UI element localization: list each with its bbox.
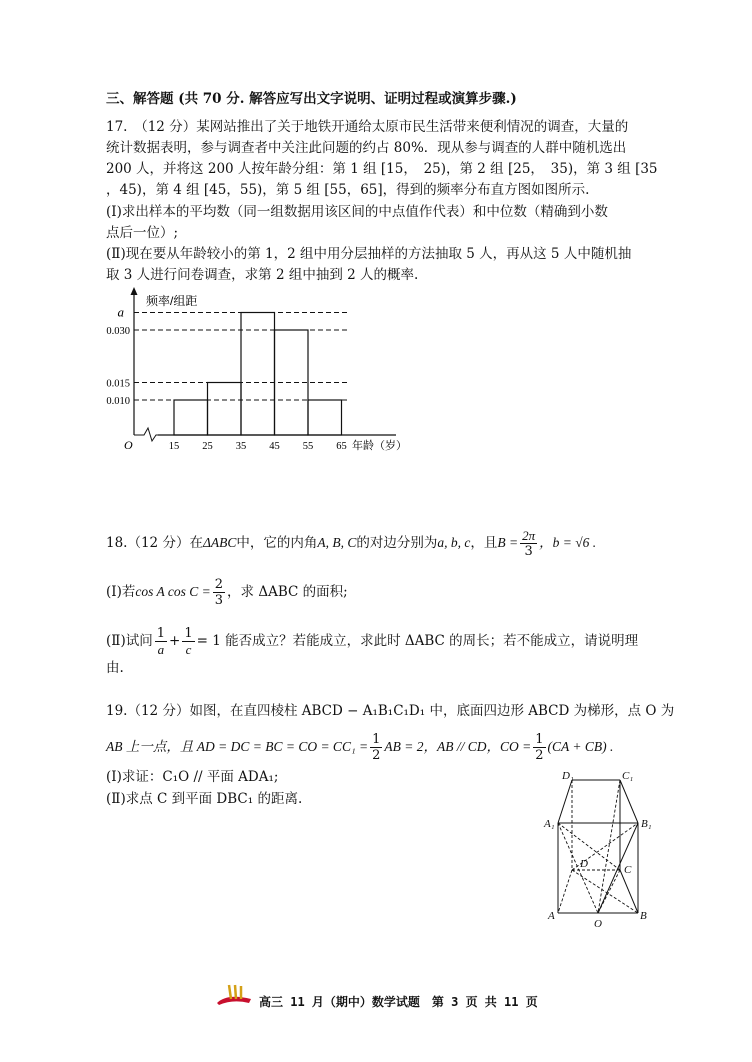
q18-text: (Ⅱ)试问 [106, 633, 153, 649]
fraction [370, 732, 382, 763]
edge [620, 780, 638, 823]
page-footer [215, 993, 538, 1010]
q19-line-1: 19.（12 分）如图，在直四棱柱 ABCD − A₁B₁C₁D₁ 中，底面四边形 ABCD 为梯形，点 O 为 [106, 703, 675, 719]
hidden-edge [598, 780, 620, 913]
q18-math: + [169, 633, 181, 649]
edge [558, 780, 572, 823]
q18-text: 的对边分别为 [356, 535, 438, 551]
hidden-edge [558, 823, 598, 913]
label-A: A [548, 910, 555, 922]
y-axis-arrow [131, 287, 138, 295]
fraction-numerator: 1 [184, 626, 193, 641]
q17-line: 17. （12 分）某网站推出了关于地铁开通给太原市民生活带来便利情况的调查，大量的 [106, 119, 629, 135]
histogram-bar [241, 313, 275, 436]
q18-text: (Ⅰ)若 [106, 584, 136, 600]
label-D1: D₁ [562, 770, 574, 782]
fraction [182, 626, 194, 657]
x-tick-label: 15 [168, 441, 180, 452]
fraction [155, 626, 167, 657]
y-tick-label: a [117, 304, 124, 320]
q18-text: 18.（12 分）在 [106, 535, 203, 551]
hidden-edge [572, 870, 638, 913]
q18-text: 中，它的内角 [236, 535, 318, 551]
fraction [520, 528, 537, 559]
axis-break [134, 428, 158, 441]
label-C1: C₁ [622, 770, 634, 782]
fraction-numerator: 2π [522, 528, 536, 543]
histogram-bar [208, 383, 242, 436]
hidden-edge [558, 870, 572, 913]
fraction [533, 732, 545, 763]
q19-part-1: (Ⅰ)求证：C₁O // 平面 ADA₁; [106, 769, 279, 785]
fraction-numerator: 1 [372, 732, 381, 747]
fraction-denominator: c [185, 642, 192, 657]
q19-math: CO = [500, 739, 532, 754]
histogram-bar [308, 400, 342, 435]
histogram-bar [174, 400, 208, 435]
fraction-denominator: 3 [214, 593, 224, 608]
q18-part-2 [106, 626, 638, 657]
y-tick-label: 0.030 [106, 326, 130, 337]
hidden-edge [558, 823, 620, 870]
edge [620, 870, 638, 913]
x-axis-label: 年龄（岁） [352, 440, 407, 452]
q19-line-2 [106, 732, 613, 763]
q17-line: (Ⅰ)求出样本的平均数（同一组数据用该区间的中点值作代表）和中位数（精确到小数 [106, 204, 608, 220]
q18-text: = 1 能否成立？若能成立，求此时 ΔABC 的周长；若不能成立，请说明理 [196, 633, 639, 649]
q17-line: ，45)，第 4 组 [45，55)，第 5 组 [55，65]，得到的频率分布直方图如图所示. [106, 182, 590, 198]
q17-line: 200 人，并将这 200 人按年龄分组：第 1 组 [15， 25)，第 2 组 [25， 35)，第 3 组 [35 [106, 161, 658, 177]
q17-line: (Ⅱ)现在要从年龄较小的第 1，2 组中用分层抽样的方法抽取 5 人，再从这 5 人中随机抽 [106, 246, 632, 262]
q19-math: AB = 2，AB // CD， [384, 739, 501, 754]
q17-line: 点后一位）; [106, 225, 179, 241]
label-B1: B₁ [641, 818, 652, 830]
label-B: B [640, 910, 647, 922]
x-tick-label: 35 [235, 441, 247, 452]
label-D: D [580, 858, 588, 870]
footer-text: 高三 11 月（期中）数学试题 第 3 页 共 11 页 [259, 995, 538, 1009]
y-tick-label: 0.010 [106, 396, 130, 407]
q19-part-2: (Ⅱ)求点 C 到平面 DBC₁ 的距离. [106, 791, 303, 807]
q19-math: (CA + CB) . [547, 739, 614, 754]
y-axis-label: 频率/组距 [146, 294, 198, 308]
q18-part-2-cont: 由. [106, 660, 124, 676]
q18-math: ，b = √6 . [539, 535, 597, 550]
fraction-numerator: 2 [214, 577, 224, 592]
hidden-edge [598, 870, 620, 913]
fraction [213, 577, 225, 608]
x-tick-label: 25 [202, 441, 213, 452]
q17-line: 统计数据表明，参与调查者中关注此问题的约占 80%．现从参与调查的人群中随机选出 [106, 140, 627, 156]
x-tick-label: 65 [336, 441, 347, 452]
x-tick-label: 55 [302, 441, 314, 452]
q18-math: A, B, C [317, 535, 357, 550]
origin-label: O [124, 438, 133, 452]
label-A1: A₁ [544, 818, 555, 830]
fraction-denominator: a [157, 642, 165, 657]
section-heading: 三、解答题 (共 70 分. 解答应写出文字说明、证明过程或演算步骤.) [106, 91, 517, 107]
prism-figure [540, 765, 670, 930]
fraction-numerator: 1 [535, 732, 544, 747]
label-C: C [624, 864, 632, 876]
q18-part-1 [106, 577, 348, 608]
fraction-denominator: 2 [372, 748, 381, 763]
frequency-histogram [100, 285, 420, 460]
y-tick-label: 0.015 [106, 378, 130, 390]
q18-line-1 [106, 528, 596, 559]
q18-text: ，求 ΔABC 的面积; [227, 584, 348, 600]
fraction-denominator: 3 [524, 544, 533, 559]
q18-text: ，且 [470, 535, 498, 551]
fraction-denominator: 2 [535, 748, 544, 763]
fraction-numerator: 1 [156, 626, 165, 641]
q18-math: ΔABC [202, 535, 237, 550]
q19-math: AB 上一点，且 AD = DC = BC = CO = CC₁ = [106, 739, 369, 754]
school-logo-icon [215, 983, 253, 1007]
q18-math: cos A cos C = [135, 584, 211, 599]
x-tick-label: 45 [269, 441, 280, 452]
q18-math: a, b, c [437, 535, 471, 550]
q18-math: B = [497, 535, 519, 550]
q17-line: 取 3 人进行问卷调查，求第 2 组中抽到 2 人的概率. [106, 267, 419, 283]
label-O: O [594, 918, 602, 930]
